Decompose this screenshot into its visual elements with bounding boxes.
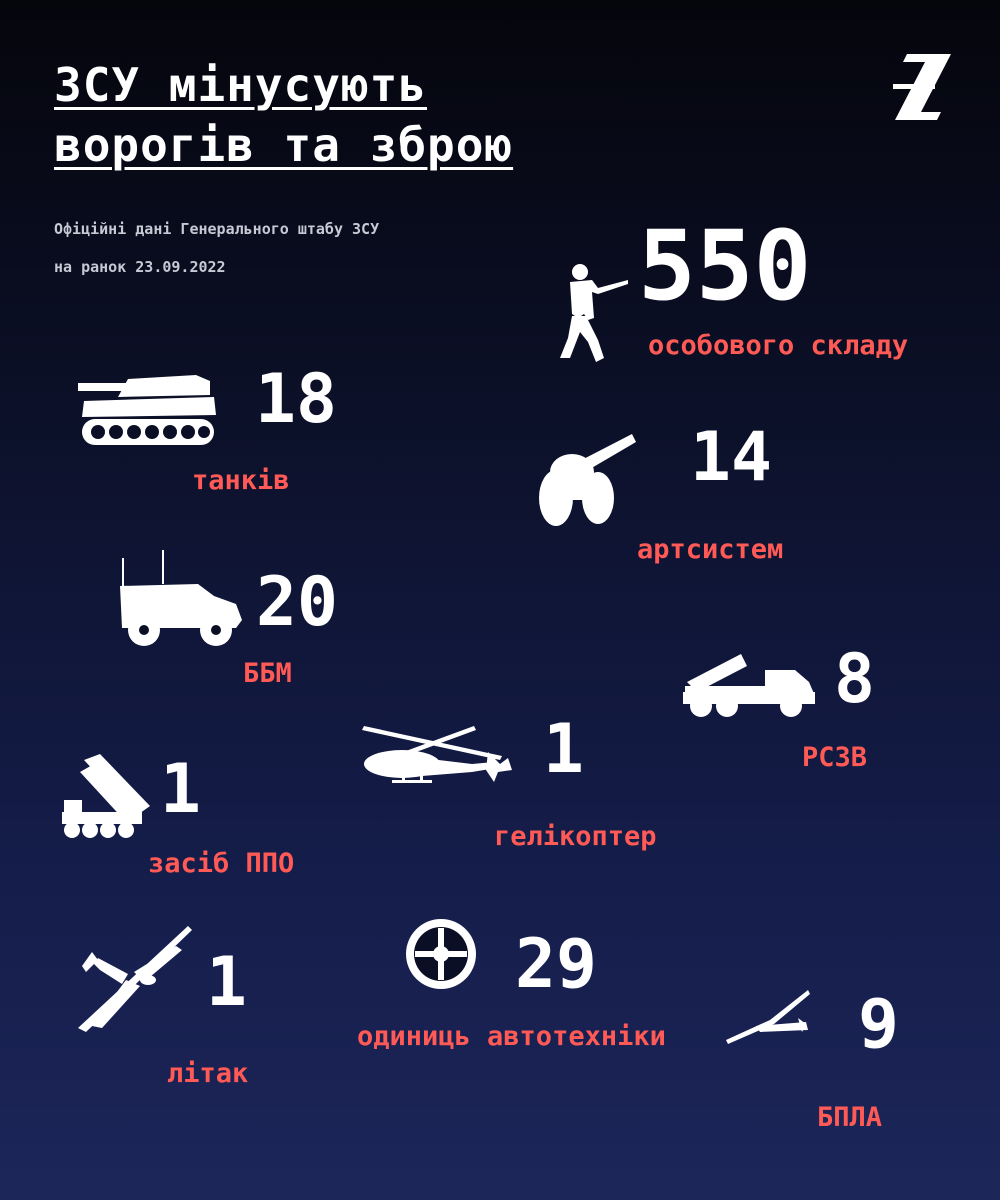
personnel-count: 550 [638, 210, 812, 322]
howitzer-icon [538, 432, 638, 528]
vehicles-label: одиниць автотехніки [357, 1021, 666, 1052]
aircraft-count: 1 [206, 943, 247, 1022]
air-defense-label: засіб ППО [148, 848, 295, 879]
personnel-label: особового складу [648, 330, 909, 361]
z-logo-icon [893, 50, 955, 122]
mlrs-count: 8 [834, 640, 875, 719]
apc-count: 20 [256, 563, 338, 642]
uav-count: 9 [858, 985, 899, 1064]
artillery-label: артсистем [637, 534, 784, 565]
rocket-launcher-truck-icon [683, 652, 817, 718]
helicopters-count: 1 [543, 710, 584, 789]
armored-vehicle-icon [118, 548, 244, 648]
date-note: на ранок 23.09.2022 [54, 258, 226, 276]
aircraft-label: літак [167, 1058, 249, 1089]
page-title [54, 55, 754, 175]
apc-label: ББМ [243, 658, 292, 689]
artillery-count: 14 [690, 418, 772, 497]
drone-icon [726, 990, 812, 1044]
title-line-2: ворогів та зброю [54, 118, 514, 172]
helicopter-icon [362, 722, 514, 796]
mlrs-label: РСЗВ [802, 742, 868, 773]
vehicles-count: 29 [515, 925, 597, 1004]
uav-label: БПЛА [817, 1102, 883, 1133]
soldier-icon [558, 262, 630, 364]
tanks-label: танків [192, 465, 290, 496]
air-defense-count: 1 [160, 750, 201, 829]
title-line-1: ЗСУ мінусують [54, 58, 428, 112]
air-defense-launcher-icon [60, 752, 150, 842]
airplane-icon [78, 924, 194, 1032]
tank-icon [78, 375, 218, 447]
wheel-icon [405, 918, 477, 990]
tanks-count: 18 [255, 360, 337, 439]
source-note: Офіційні дані Генерального штабу ЗСУ [54, 220, 380, 238]
helicopters-label: гелікоптер [494, 821, 657, 852]
